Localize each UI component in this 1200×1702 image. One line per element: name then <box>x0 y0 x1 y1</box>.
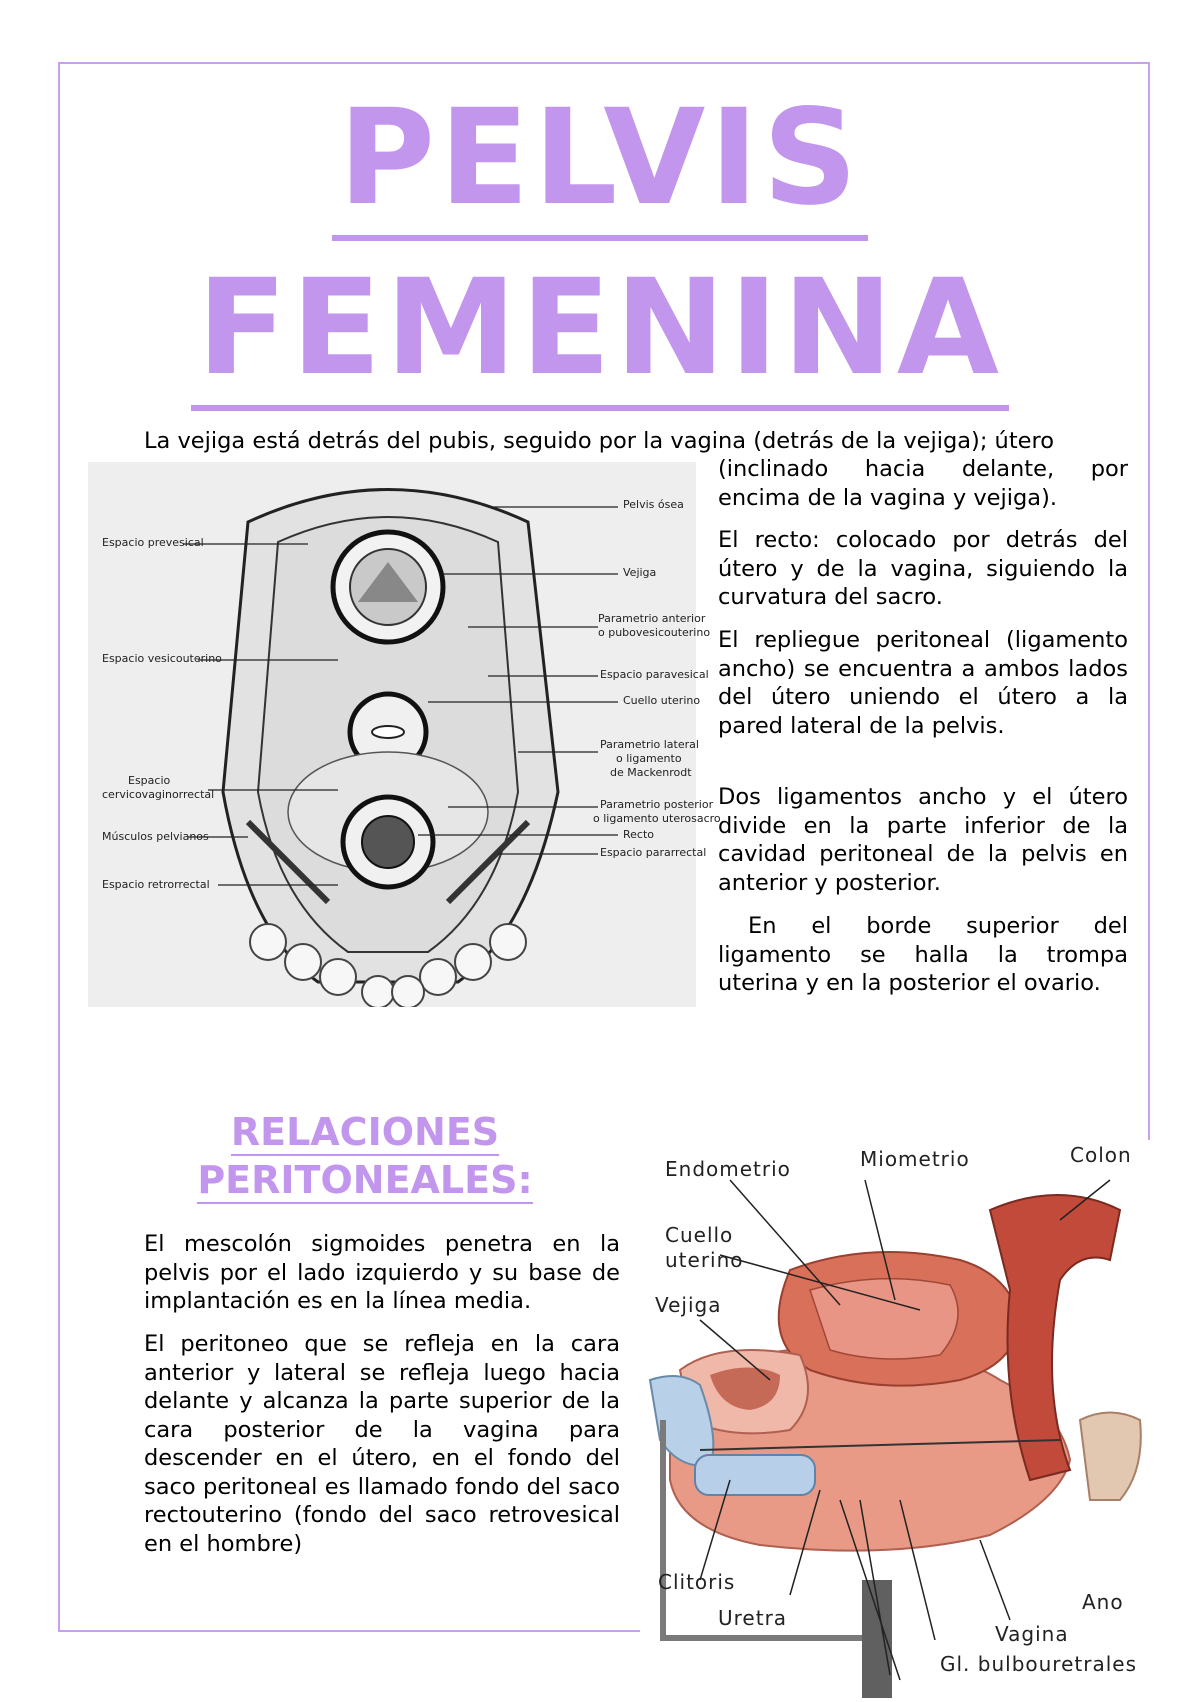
label-pubovesicouterino: o pubovesicouterino <box>598 626 711 639</box>
pelvis-cross-section-figure <box>88 462 721 1007</box>
label-parametrio-lateral: Parametrio lateral <box>600 738 699 751</box>
label-colon: Colon <box>1070 1143 1132 1167</box>
label-uretra: Uretra <box>718 1606 788 1630</box>
label-espacio-pararrectal: Espacio pararrectal <box>600 846 707 859</box>
page-title-line2: FEMENINA <box>0 262 1200 394</box>
label-uterosacro: o ligamento uterosacro <box>593 812 721 825</box>
label-musculos-pelvianos: Músculos pelvianos <box>102 830 209 843</box>
section-heading-line2: PERITONEALES: <box>197 1158 533 1202</box>
label-vejiga: Vejiga <box>623 566 657 579</box>
label-cuello: Cuello <box>665 1223 734 1247</box>
paragraph-repliegue: El repliegue peritoneal (ligamento ancho) se encuentra a ambos lados del útero uniendo el útero a la pared lateral de la pelvis. <box>718 627 1128 739</box>
label-mackenrodt: de Mackenrodt <box>610 766 692 779</box>
label-glandulas: Gl. bulbouretrales <box>940 1652 1137 1676</box>
section-paragraph-1: El mescolón sigmoides penetra en la pelvis por el lado izquierdo y su base de implantación es en la línea media. <box>144 1231 620 1314</box>
label-espacio-vesicouterino: Espacio vesicouterino <box>102 652 222 665</box>
label-pelvis-osea: Pelvis ósea <box>623 498 684 511</box>
label-espacio-cv-2: cervicovaginorrectal <box>102 788 215 801</box>
label-vagina: Vagina <box>995 1622 1069 1646</box>
sagittal-model-figure <box>640 1140 1180 1698</box>
paragraph-borde: En el borde superior del ligamento se halla la trompa uterina y en la posterior el ovario. <box>718 913 1128 996</box>
intro-line3: encima de la vagina y vejiga). <box>718 485 1058 511</box>
label-espacio-retrorrectal: Espacio retrorrectal <box>102 878 210 891</box>
label-parametrio-anterior: Parametrio anterior <box>598 612 706 625</box>
paragraph-recto: El recto: colocado por detrás del útero y de la vagina, siguiendo la curvatura del sacro. <box>718 527 1128 610</box>
label-cuello-uterino: Cuello uterino <box>623 694 701 707</box>
section-paragraph-2: El peritoneo que se refleja en la cara anterior y lateral se refleja luego hacia delante y alcanza la parte superior de la cara posterior de la vagina para descender en el útero, en el fondo del saco peritoneal es llamado fondo del saco rectouterino (fondo del saco retrovesical en el hombre) <box>144 1331 620 1557</box>
label-espacio-cv-1: Espacio <box>128 774 171 787</box>
label-endometrio: Endometrio <box>665 1157 791 1181</box>
label-miometrio: Miometrio <box>860 1147 970 1171</box>
page-title-line1: PELVIS <box>0 92 1200 224</box>
label-recto: Recto <box>623 828 655 841</box>
label-ano: Ano <box>1082 1590 1124 1614</box>
intro-line1: La vejiga está detrás del pubis, seguido por la vagina (detrás de la vejiga); útero <box>144 428 1055 454</box>
label-vejiga2: Vejiga <box>655 1293 722 1317</box>
paragraph-ligamentos: Dos ligamentos ancho y el útero divide en la parte inferior de la cavidad peritoneal de la pelvis en anterior y posterior. <box>718 784 1128 896</box>
label-espacio-paravesical: Espacio paravesical <box>600 668 709 681</box>
label-parametrio-posterior: Parametrio posterior <box>600 798 714 811</box>
intro-line2: (inclinado hacia delante, por <box>718 456 1128 482</box>
label-clitoris: Clitoris <box>658 1570 736 1594</box>
section-heading-line1: RELACIONES <box>230 1110 500 1154</box>
label-uterino: uterino <box>665 1248 744 1272</box>
label-o-ligamento: o ligamento <box>616 752 682 765</box>
label-espacio-prevesical: Espacio prevesical <box>102 536 204 549</box>
